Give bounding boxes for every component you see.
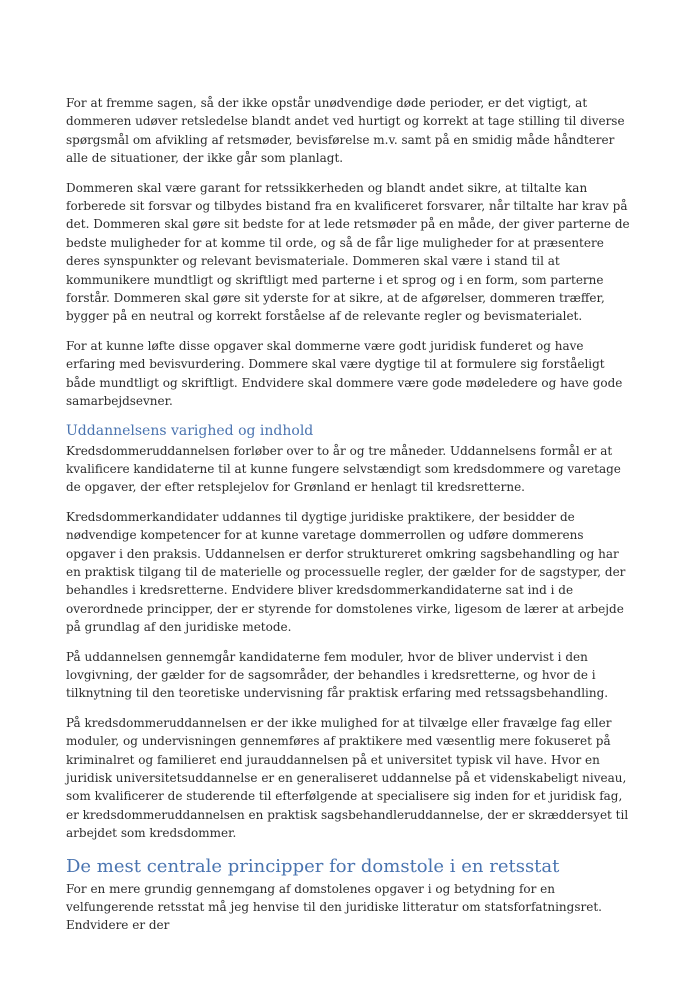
paragraph-court-management: For at fremme sagen, så der ikke opstår unødvendige døde perioder, er det vigtigt, at dommeren udøver retsledelse blandt andet ved hurtigt og korrekt at tage stilling til diverse spørgsmål om afvikling af retsmøder, bevisførelse m.v. samt på en smidig måde håndterer alle de situationer, der ikke går som planlagt.	[66, 96, 625, 166]
paragraph-education-comparison: På kredsdommeruddannelsen er der ikke mulighed for at tilvælge eller fravælge fag eller moduler, og undervisningen gennemføres af praktikere med væsentlig mere fokuseret på kriminalret og familieret end jurauddannelsen på et universitet typisk vil have. Hvor en juridisk universitetsuddannelse er en generaliseret uddannelse på et videnskabeligt niveau, som kvalificerer de studerende til efterfølgende at specialisere sig inden for et juridisk fag, er kredsdommeruddannelsen en praktisk sagsbehandleruddannelse, der er skræddersyet til arbejdet som kredsdommer.	[66, 715, 629, 841]
paragraph-legal-certainty: Dommeren skal være garant for retssikkerheden og blandt andet sikre, at tiltalte kan forberede sit forsvar og tilbydes bistand fra en kvalificeret forsvarer, når tiltalte har krav på det. Dommeren skal gøre sit bedste for at lede retsmøder på en måde, der giver parterne de bedste muligheder for at komme til orde, og så de får lige muligheder for at præsentere deres synspunkter og relevant bevismateriale. Dommeren skal være i stand til at kommunikere mundtligt og skriftligt med parterne i et sprog og i en form, som parterne forstår. Dommeren skal gøre sit yderste for at sikre, at de afgørelser, dommeren træffer, bygger på en neutral og korrekt forståelse af de relevante regler og bevismaterialet.	[66, 180, 630, 324]
paragraph-judge-competences: For at kunne løfte disse opgaver skal dommerne være godt juridisk funderet og have erfaring med bevisvurdering. Dommere skal være dygtige til at formulere sig forståeligt både mundtligt og skriftligt. Endvidere skal dommere være gode mødeledere og have gode samarbejdsevner.	[66, 338, 623, 409]
paragraph-education-practice: Kredsdommerkandidater uddannes til dygtige juridiske praktikere, der besidder de nødvendige kompetencer for at kunne varetage dommerrollen og udføre dommerens opgaver i den praksis. Uddannelsen er derfor struktureret omkring sagsbehandling og har en praktisk tilgang til de materielle og processuelle regler, der gælder for de sagstyper, der behandles i kredsretterne. Endvidere bliver kredsdommerkandidaterne sat ind i de overordnede principper, der er styrende for domstolenes virke, ligesom de lærer at arbejde på grundlag af den juridiske metode.	[66, 509, 626, 635]
section-heading-education: Uddannelsens varighed og indhold	[66, 422, 314, 439]
main-heading-principles: De mest centrale principper for domstole i en retsstat	[66, 855, 560, 877]
paragraph-principles-intro: For en mere grundig gennemgang af domstolenes opgaver i og betydning for en velfungerende retsstat må jeg henvise til den juridiske litteratur om statsforfatningsret. Endvidere er der	[66, 881, 602, 933]
paragraph-education-modules: På uddannelsen gennemgår kandidaterne fem moduler, hvor de bliver undervist i den lovgivning, der gælder for de sagsområder, der behandles i kredsretterne, og hvor de i tilknytning til den teoretiske undervisning får praktisk erfaring med retssagsbehandling.	[66, 649, 609, 701]
paragraph-education-duration: Kredsdommeruddannelsen forløber over to år og tre måneder. Uddannelsens formål er at kvalificere kandidaterne til at kunne fungere selvstændigt som kredsdommere og varetage de opgaver, der efter retsplejelov for Grønland er henlagt til kredsretterne.	[66, 443, 621, 495]
document-page	[66, 94, 632, 946]
